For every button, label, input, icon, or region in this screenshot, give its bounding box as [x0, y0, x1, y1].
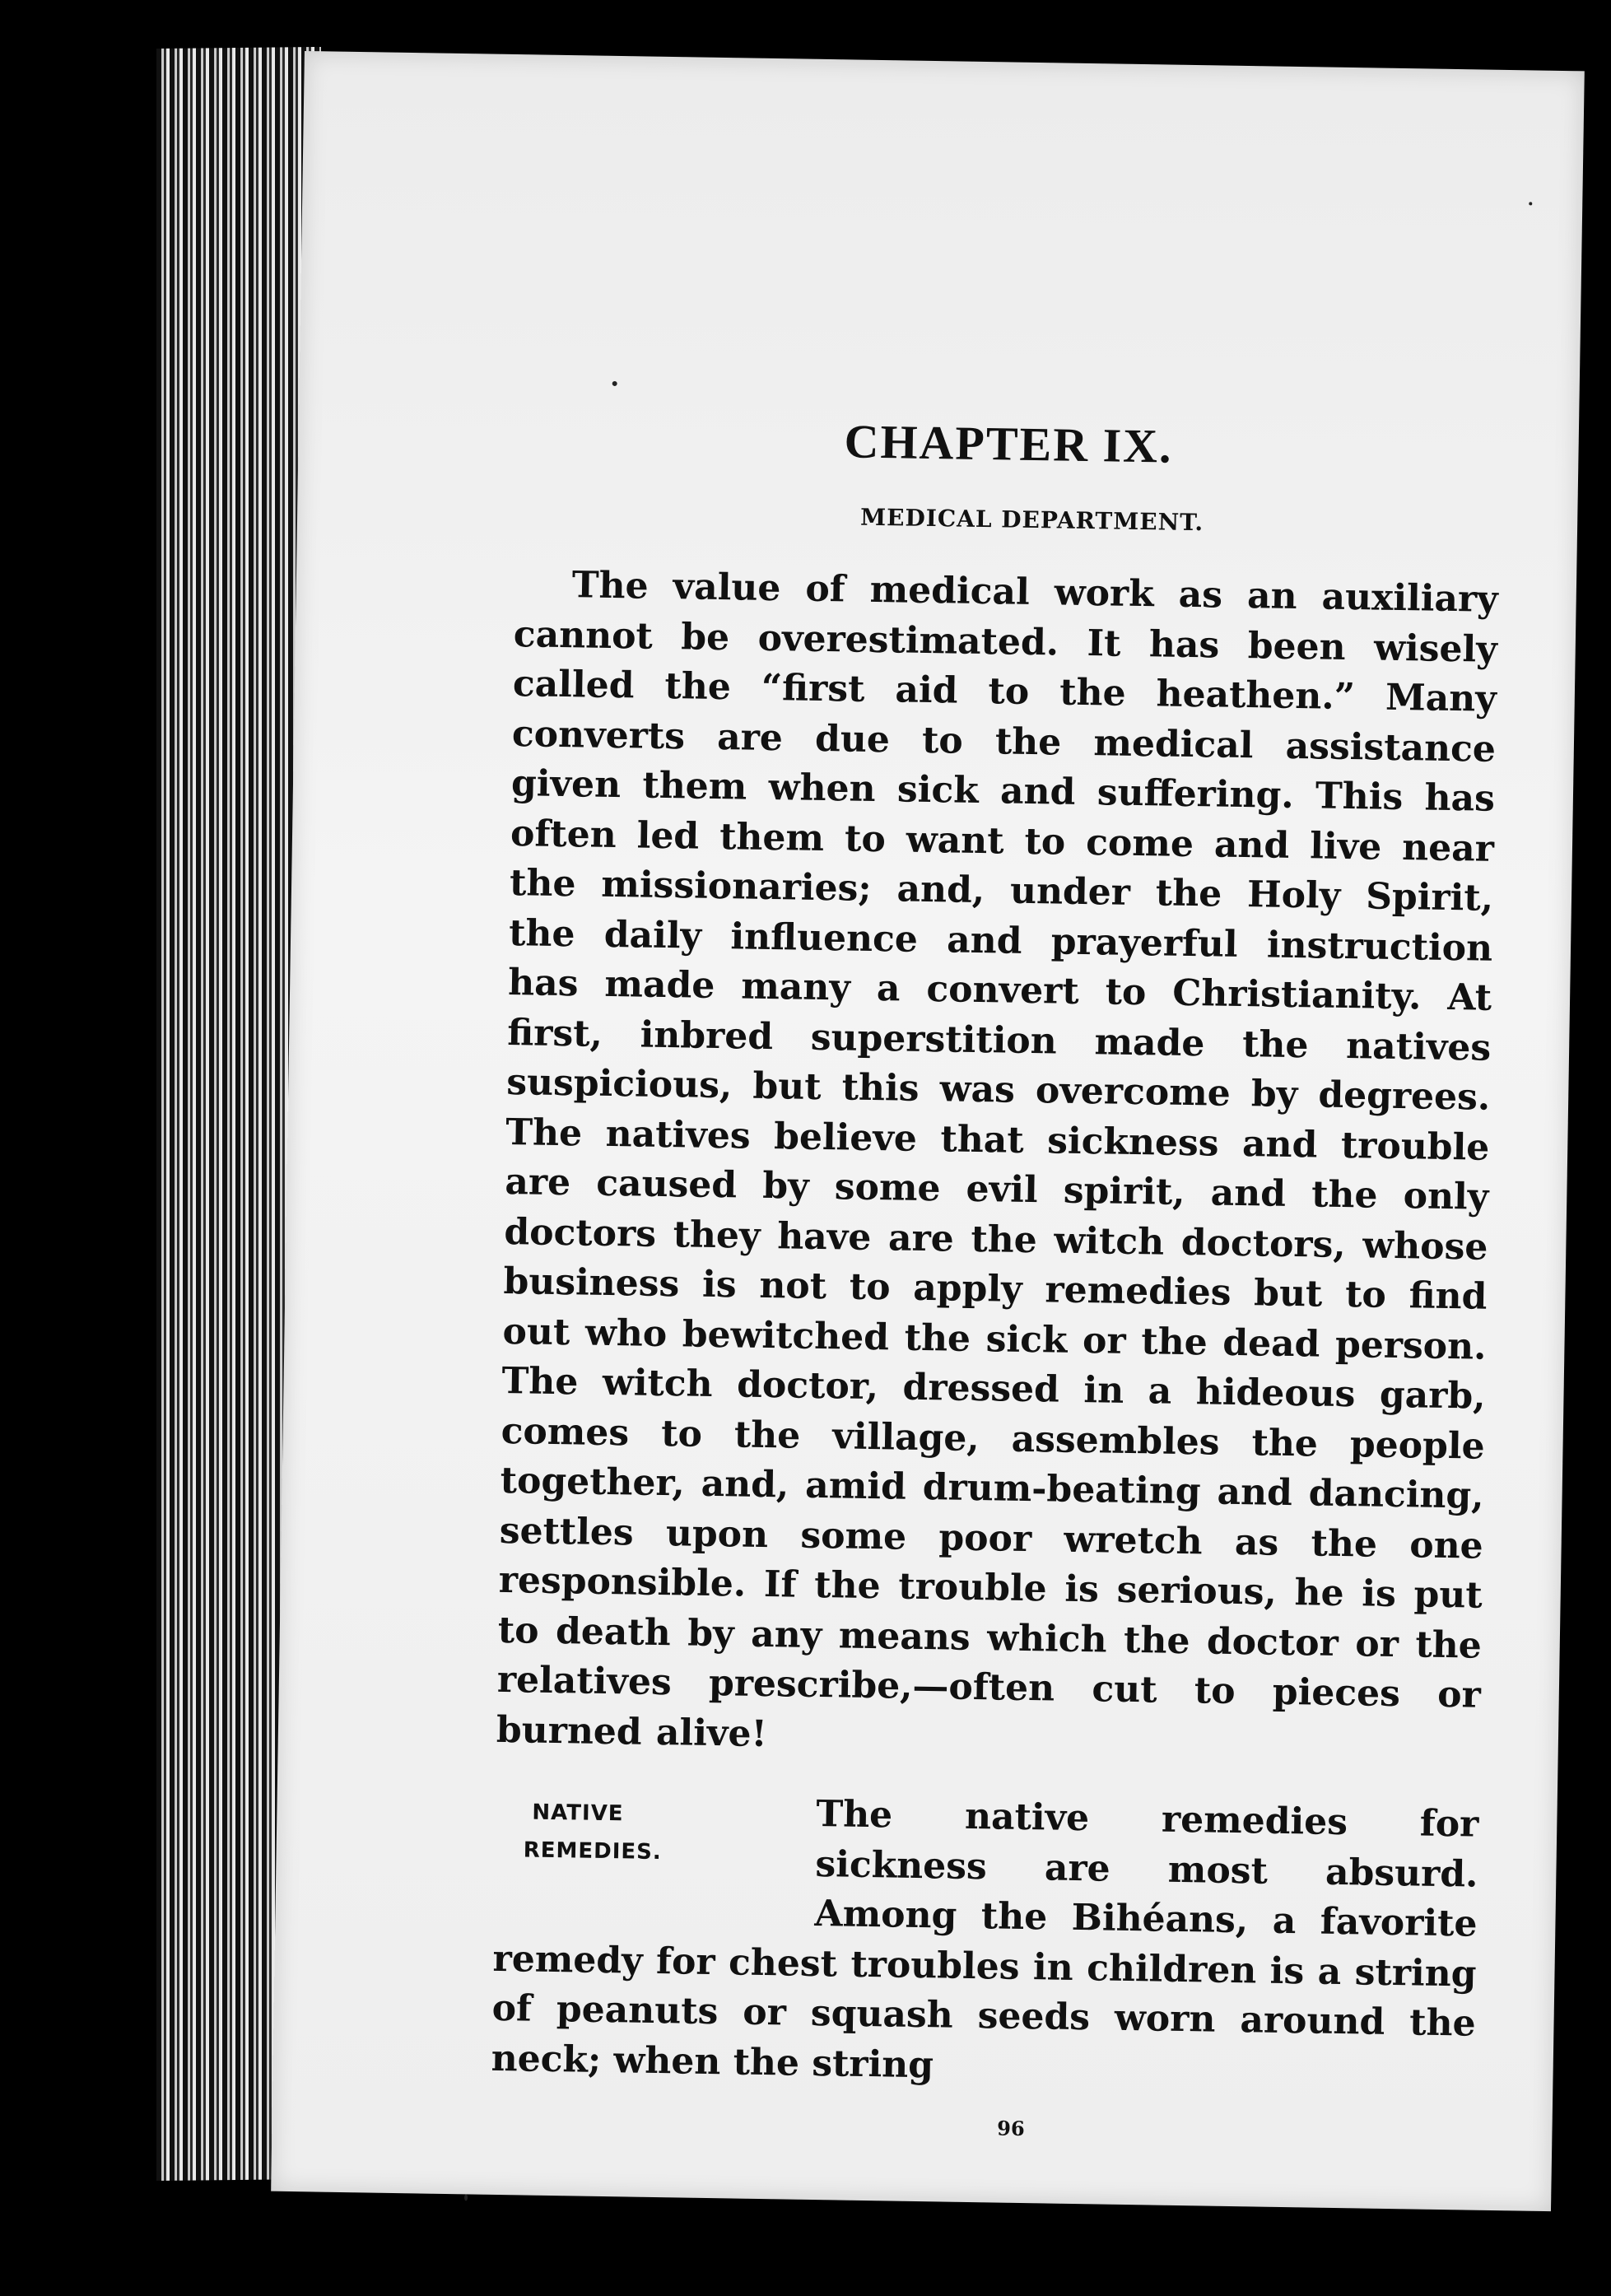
margin-note-line-2: REMEDIES. — [523, 1837, 662, 1865]
paragraph-1: The value of medical work as an auxiliary cannot be overestimated. It has been wisely called the “first aid to the heathen.” Many converts are due to the medical assistance given them when sick and suffering. This has often led them to want to come and live near the missionaries; and, under the Holy Spirit, the daily influence and prayerful instruction has made many a convert to Christianity. At first, inbred superstition made the natives suspicious, but this was overcome by degrees. The natives believe that sickness and trouble are caused by some evil spirit, and the only doctors they have are the witch doctors, whose business is not to apply remedies but to find out who bewitched the sick or the dead person. The witch doctor, dressed in a hideous garb, comes to the village, assembles the people together, and, amid drum-beating and dancing, settles upon some poor wretch as the one responsible. If the trouble is serious, he is put to death by any means which the doctor or the relatives prescribe,—often cut to pieces or burned alive! — [496, 564, 1499, 1755]
paragraph-2: The native remedies for sickness are most absurd. Among the Bihéans, a favorite remedy for chest troubles in children is a string of peanuts or squash seeds worn around the neck; when the string — [491, 1793, 1479, 2086]
page-number: 96 — [997, 2116, 1025, 2141]
margin-note — [523, 1786, 755, 1937]
chapter-title: CHAPTER IX. — [844, 414, 1174, 473]
paragraph-2-block — [491, 1785, 1479, 2099]
scan-speck — [612, 381, 617, 386]
scan-speck — [464, 2194, 468, 2201]
margin-note-line-1: NATIVE — [532, 1800, 624, 1827]
page-content — [490, 408, 1501, 2148]
scan-speck — [1529, 202, 1532, 205]
section-title: MEDICAL DEPARTMENT. — [859, 503, 1204, 537]
book-page — [271, 51, 1585, 2211]
